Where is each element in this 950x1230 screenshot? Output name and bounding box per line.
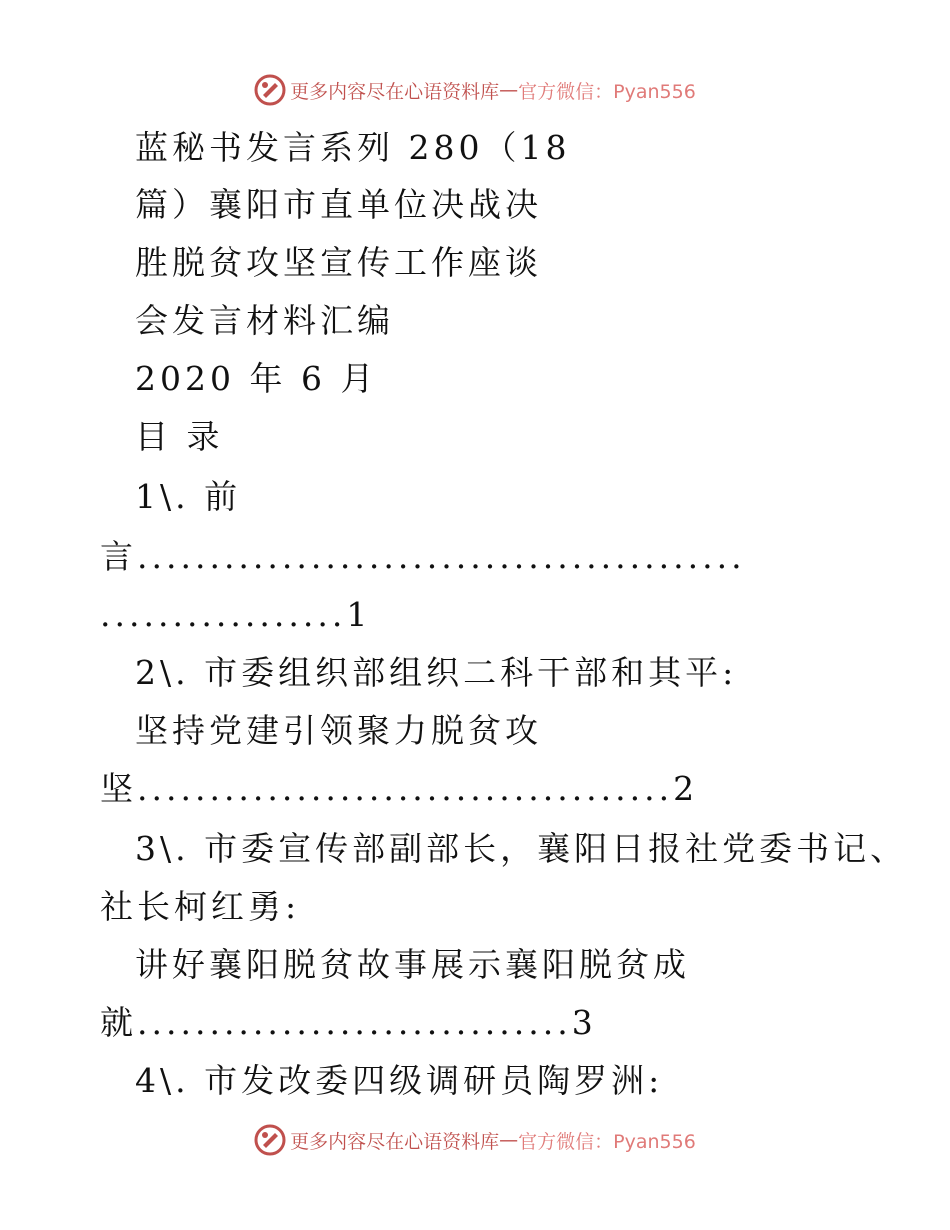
watermark-dash: — — [499, 79, 519, 101]
toc-item-1-line-b: 言.......................................... — [100, 537, 746, 576]
doc-date: 2020 年 6 月 — [135, 359, 378, 398]
toc-item-4-line-a: 4\. 市发改委四级调研员陶罗洲: — [135, 1061, 664, 1100]
doc-title-line-2: 篇）襄阳市直单位决战决 — [135, 185, 542, 224]
toc-item-3-line-a: 3\. 市委宣传部副部长，襄阳日报社党委书记、 — [135, 829, 908, 868]
watermark-banner-top — [0, 70, 950, 110]
watermark-wechat: 官方微信：Pyan556 — [518, 1130, 696, 1153]
toc-heading: 目 录 — [135, 417, 224, 456]
doc-title-line-1: 蓝秘书发言系列 280（18 — [135, 128, 571, 167]
toc-item-2-line-c: 坚.....................................2 — [100, 769, 699, 808]
watermark-text: 更多内容尽在心语资料库 — [290, 1130, 500, 1153]
doc-title-line-3: 胜脱贫攻坚宣传工作座谈 — [135, 243, 542, 282]
watermark-banner-bottom — [0, 1120, 950, 1160]
toc-item-2-line-a: 2\. 市委组织部组织二科干部和其平: — [135, 653, 738, 692]
watermark-text: 更多内容尽在心语资料库 — [290, 80, 500, 103]
toc-item-1-line-c: .................1 — [100, 595, 372, 634]
toc-item-3-line-d: 就..............................3 — [100, 1003, 597, 1042]
watermark-dash: — — [499, 1129, 519, 1151]
toc-item-1-line-a: 1\. 前 — [135, 477, 242, 516]
doc-title-line-4: 会发言材料汇编 — [135, 301, 394, 340]
brand-logo-icon — [254, 1124, 286, 1156]
toc-item-2-line-b: 坚持党建引领聚力脱贫攻 — [135, 711, 542, 750]
toc-item-3-line-b: 社长柯红勇: — [100, 887, 301, 926]
watermark-wechat: 官方微信：Pyan556 — [518, 80, 696, 103]
toc-item-3-line-c: 讲好襄阳脱贫故事展示襄阳脱贫成 — [135, 945, 690, 984]
brand-logo-icon — [254, 74, 286, 106]
